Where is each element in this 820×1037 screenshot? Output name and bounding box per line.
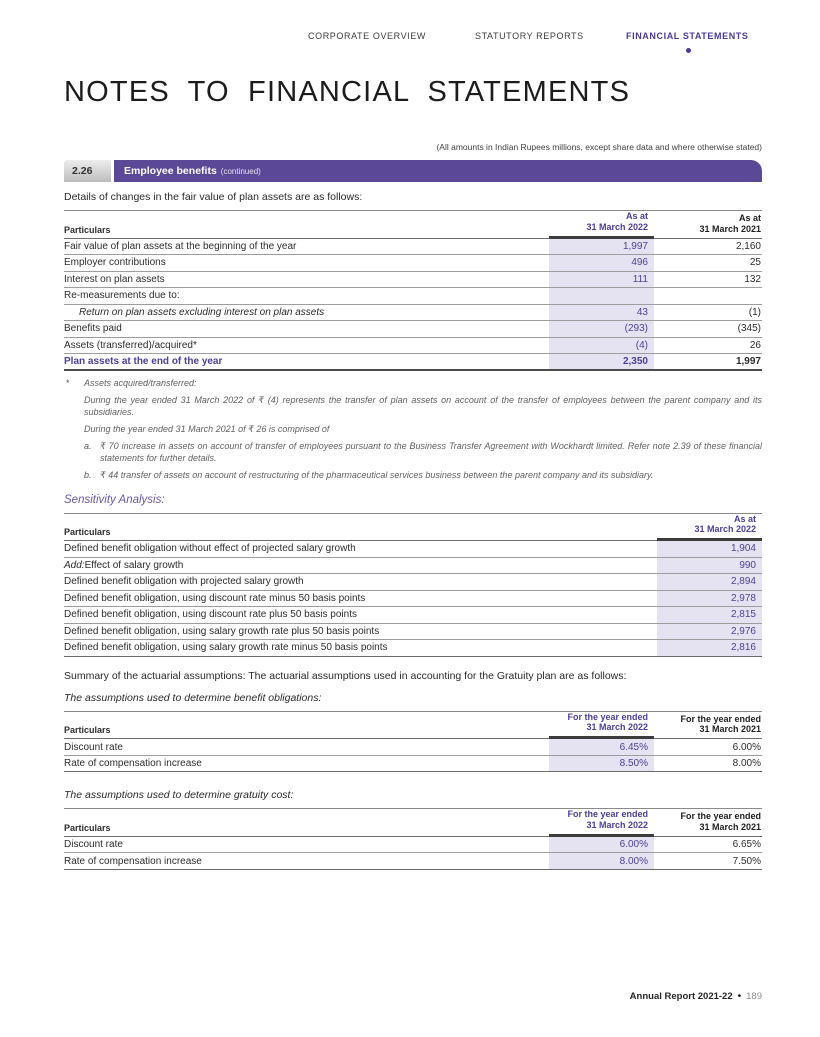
cell-value-2022: 8.50% [549,756,654,772]
cell-value-2022: 6.00% [549,837,654,853]
footer-bullet-icon: • [737,991,742,1002]
table-row [64,321,762,338]
benefit-obligations-table [64,711,762,773]
cell-value-2021: 26 [749,339,761,351]
cell-value-2022: 2,815 [657,607,762,623]
table-row [64,837,762,854]
cell-value-2022: 2,350 [549,354,654,369]
footnote-item-b-marker: b. [84,470,92,481]
table-row [64,739,762,756]
footnote-para-2: During the year ended 31 March 2021 of ₹ 26 is comprised of [84,424,330,435]
cell-particulars: Fair value of plan assets at the beginning of the year [64,240,297,252]
table-row [64,354,762,371]
header-2021: As at 31 March 2021 [654,211,762,239]
cell-particulars: Rate of compensation increase [64,758,202,770]
page-title: NOTES TO FINANCIAL STATEMENTS [64,76,631,108]
cell-value-2022: 43 [549,305,654,321]
tab-financial-statements[interactable]: FINANCIAL STATEMENTS [626,31,749,41]
cell-value-2022: 496 [549,255,654,271]
cell-particulars: Discount rate [64,839,123,851]
footnote-title: Assets acquired/transferred: [84,377,197,388]
footer-page-number: 189 [746,991,762,1002]
table-row [64,591,762,608]
page-footer [630,991,762,1002]
table-row [64,338,762,355]
table-row [64,305,762,322]
header-particulars: Particulars [64,514,657,542]
cell-value-2021: 8.00% [732,758,761,770]
cell-value-2022: 2,978 [657,591,762,607]
cell-value-2021: 2,160 [735,240,761,252]
cell-particulars: Defined benefit obligation without effect of projected salary growth [64,543,356,555]
table-body [64,239,762,371]
header-particulars: Particulars [64,809,549,837]
cell-value-2021: 132 [744,273,761,285]
header-2021: For the year ended 31 March 2021 [654,809,762,837]
cell-value-2022: (4) [549,338,654,354]
cell-value-2021: 6.00% [732,741,761,753]
section-header-bar [64,160,762,182]
tab-corporate-overview[interactable]: CORPORATE OVERVIEW [308,31,426,41]
header-2021: For the year ended 31 March 2021 [654,712,762,740]
amounts-note: (All amounts in Indian Rupees millions, except share data and where otherwise stated) [436,142,762,152]
cell-particulars: Return on plan assets excluding interest on plan assets [79,306,325,318]
table-row [64,756,762,773]
table-header [64,211,762,239]
header-2022: For the year ended 31 March 2022 [549,712,654,740]
benefit-obligations-heading: The assumptions used to determine benefit obligations: [64,691,322,704]
header-particulars: Particulars [64,211,549,239]
section-title-bar [114,160,762,182]
cell-particulars: Defined benefit obligation, using discount rate plus 50 basis points [64,609,357,621]
section-number: 2.26 [64,160,111,182]
actuarial-summary-line: Summary of the actuarial assumptions: The actuarial assumptions used in accounting for the Gratuity plan are as follows: [64,669,627,682]
footnote-item-a-marker: a. [84,441,92,452]
table-row [64,272,762,289]
header-2022: As at 31 March 2022 [549,211,654,239]
table-row [64,574,762,591]
top-nav [0,31,820,57]
footnote-item-b: ₹ 44 transfer of assets on account of restructuring of the pharmaceutical services business between the parent company and its subsidiary. [100,470,654,481]
cell-value-2021: (345) [737,323,761,335]
cell-particulars: Defined benefit obligation, using salary growth rate minus 50 basis points [64,642,388,654]
gratuity-cost-table [64,808,762,870]
header-particulars: Particulars [64,712,549,740]
cell-value-2022: 2,816 [657,640,762,656]
table-row [64,640,762,657]
footnote-block [64,377,762,482]
table-row [64,607,762,624]
cell-particulars: Plan assets at the end of the year [64,355,223,367]
footnote-item-a: ₹ 70 increase in assets on account of transfer of employees pursuant to the Business Transfer Agreement with Wockhardt limited. Refer note 2.39 of these financial statements for further details. [100,441,762,464]
table-row [64,853,762,870]
sensitivity-heading: Sensitivity Analysis: [64,493,165,506]
table-body [64,837,762,870]
cell-value-2022: 990 [657,558,762,574]
cell-particulars: Benefits paid [64,323,122,335]
footnote-para-1: During the year ended 31 March 2022 of ₹ (4) represents the transfer of plan assets on account of the transfer of employees between the parent company and its subsidiaries. [84,394,762,417]
table-body [64,541,762,657]
table-header [64,514,762,542]
cell-particulars: Discount rate [64,741,123,753]
cell-particulars: Rate of compensation increase [64,855,202,867]
table-row [64,558,762,575]
cell-particulars: Defined benefit obligation, using salary growth rate plus 50 basis points [64,625,380,637]
cell-value-2021: 6.65% [732,839,761,851]
table-body [64,739,762,772]
gratuity-cost-heading: The assumptions used to determine gratuity cost: [64,789,294,802]
footnote-marker: * [66,377,70,388]
plan-assets-table [64,210,762,371]
cell-value-2022 [549,288,654,304]
tab-statutory-reports[interactable]: STATUTORY REPORTS [475,31,584,41]
cell-value-2022: 2,976 [657,624,762,640]
cell-particulars: Re-measurements due to: [64,290,180,302]
table-row [64,624,762,641]
cell-particulars: Assets (transferred)/acquired* [64,339,197,351]
header-2022: As at 31 March 2022 [657,514,762,542]
cell-particulars: Interest on plan assets [64,273,165,285]
cell-value-2022: 1,904 [657,541,762,557]
table-header [64,809,762,837]
table-header [64,712,762,740]
cell-value-2022: 2,894 [657,574,762,590]
cell-value-2022: (293) [549,321,654,337]
section-title: Employee benefits [124,165,217,177]
cell-value-2021: (1) [748,306,761,318]
active-tab-dot-icon [686,48,691,53]
cell-value-2022: 111 [549,272,654,288]
cell-value-2021: 7.50% [732,855,761,867]
cell-particulars: Defined benefit obligation with projected salary growth [64,576,304,588]
table-row [64,541,762,558]
cell-value-2021: 25 [749,257,761,269]
cell-particulars: Add: Effect of salary growth [64,559,184,571]
table-row [64,288,762,305]
sensitivity-table [64,513,762,657]
table-row [64,239,762,256]
cell-value-2022: 6.45% [549,739,654,755]
cell-value-2021: 1,997 [735,355,761,367]
cell-value-2021 [654,288,762,304]
cell-value-2022: 1,997 [549,239,654,255]
header-2022: For the year ended 31 March 2022 [549,809,654,837]
cell-particulars: Employer contributions [64,257,166,269]
section-title-suffix: (continued) [220,166,261,176]
plan-assets-intro: Details of changes in the fair value of plan assets are as follows: [64,191,363,203]
footer-report-name: Annual Report 2021-22 [629,991,733,1002]
cell-particulars: Defined benefit obligation, using discount rate minus 50 basis points [64,592,366,604]
table-row [64,255,762,272]
cell-value-2022: 8.00% [549,853,654,869]
